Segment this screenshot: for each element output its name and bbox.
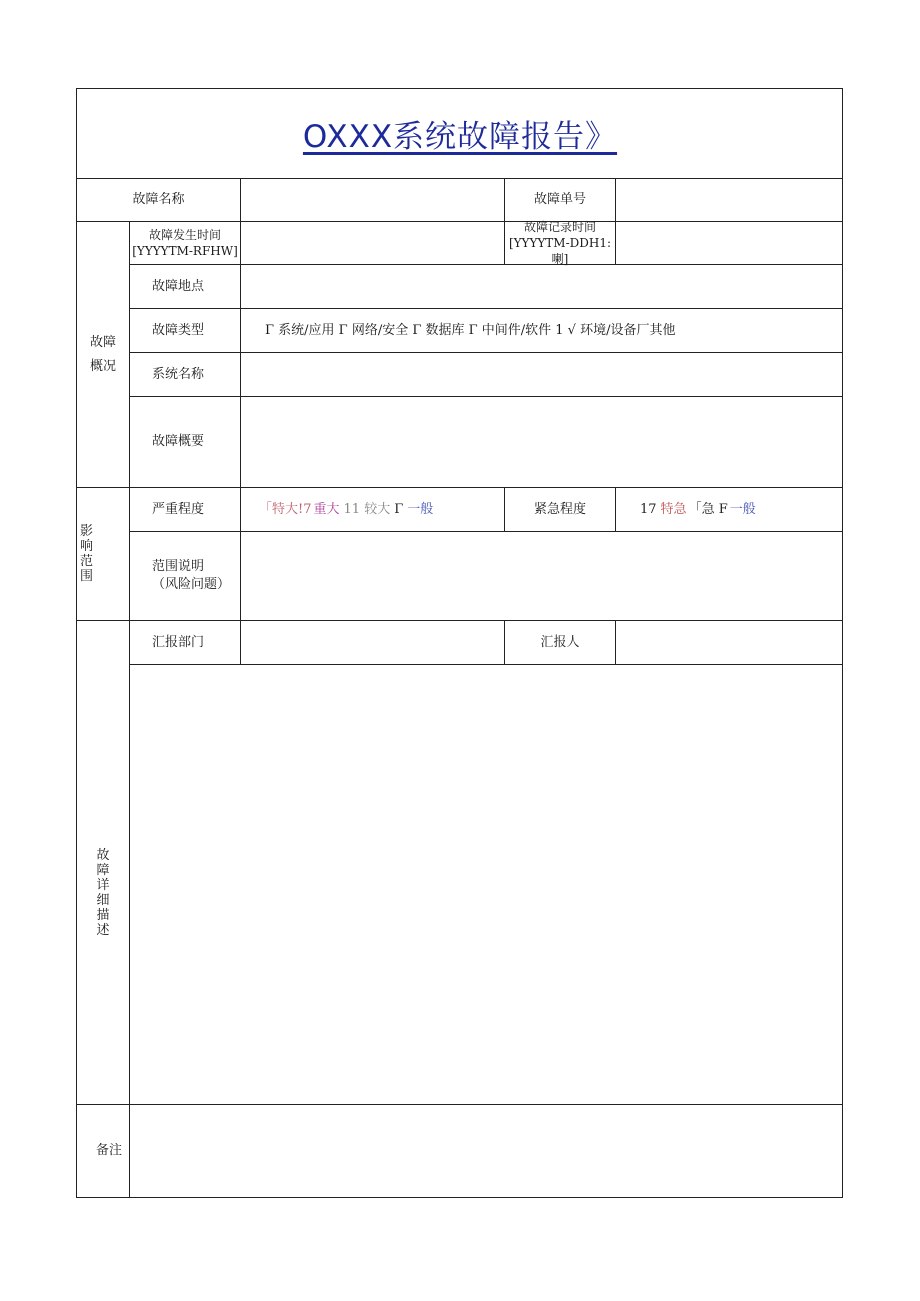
location-label: 故障地点 [152, 278, 205, 294]
urgency-option-3[interactable]: 「急 F [688, 501, 728, 517]
remarks-label: 备注 [95, 1143, 122, 1158]
occur-time-format: [YYYYTM-RFHW] [132, 244, 238, 258]
record-time-label [505, 222, 615, 264]
severity-label: 严重程度 [152, 501, 205, 517]
impact-section-label: 影 响 范 围 [80, 524, 94, 584]
severity-option-3[interactable]: 11 较大 [343, 501, 391, 517]
severity-option-4[interactable]: Γ [394, 501, 404, 517]
remarks-field[interactable] [130, 1105, 842, 1197]
detail-section-label: 故 障 详 细 描 述 [96, 847, 110, 938]
scope-label-line-1: 范围说明 [152, 559, 205, 574]
occur-time-field[interactable] [241, 222, 504, 264]
urgency-option-1[interactable]: 17 [640, 501, 657, 517]
type-label: 故障类型 [152, 322, 205, 338]
fault-number-label: 故障单号 [533, 192, 586, 207]
severity-option-2[interactable]: 重大 [313, 501, 340, 517]
summary-field[interactable] [241, 397, 842, 487]
system-name-field[interactable] [241, 353, 842, 396]
report-dept-label: 汇报部门 [152, 634, 205, 650]
occur-time-label-text: 故障发生时间 [148, 228, 221, 242]
record-time-format: [YYYYTM-DDH1:喇] [508, 236, 612, 266]
severity-option-5[interactable]: 一般 [407, 501, 434, 517]
fault-name-field[interactable] [241, 179, 504, 221]
scope-field[interactable] [241, 532, 842, 620]
scope-label [130, 532, 240, 620]
fault-number-field[interactable] [616, 179, 842, 221]
system-name-label: 系统名称 [152, 366, 205, 382]
urgency-label: 紧急程度 [533, 501, 586, 517]
detail-description-field[interactable] [130, 665, 842, 1104]
reporter-label: 汇报人 [540, 634, 580, 650]
overview-section-label: 故障 概况 [89, 334, 116, 374]
occur-time-label [130, 222, 240, 264]
fault-name-label: 故障名称 [132, 192, 185, 207]
type-options[interactable]: Γ 系统/应用 Γ 网络/安全 Γ 数据库 Γ 中间件/软件 1 √ 环境/设备厂其他 [265, 322, 676, 338]
report-title [77, 88, 843, 178]
urgency-option-2[interactable]: 特急 [660, 501, 687, 517]
record-time-field[interactable] [616, 222, 842, 264]
reporter-field[interactable] [616, 621, 842, 664]
urgency-option-4[interactable]: 一般 [729, 501, 756, 517]
severity-options[interactable] [241, 488, 504, 531]
summary-label: 故障概要 [152, 434, 205, 449]
severity-option-1[interactable]: 「特大!7 [259, 501, 312, 517]
scope-label-line-2: （风险问题） [152, 577, 231, 592]
location-field[interactable] [241, 265, 842, 308]
urgency-options[interactable] [616, 488, 842, 531]
record-time-label-text: 故障记录时间 [523, 220, 596, 234]
report-title-text: OXXX系统故障报告》 [302, 118, 618, 155]
report-dept-field[interactable] [241, 621, 504, 664]
